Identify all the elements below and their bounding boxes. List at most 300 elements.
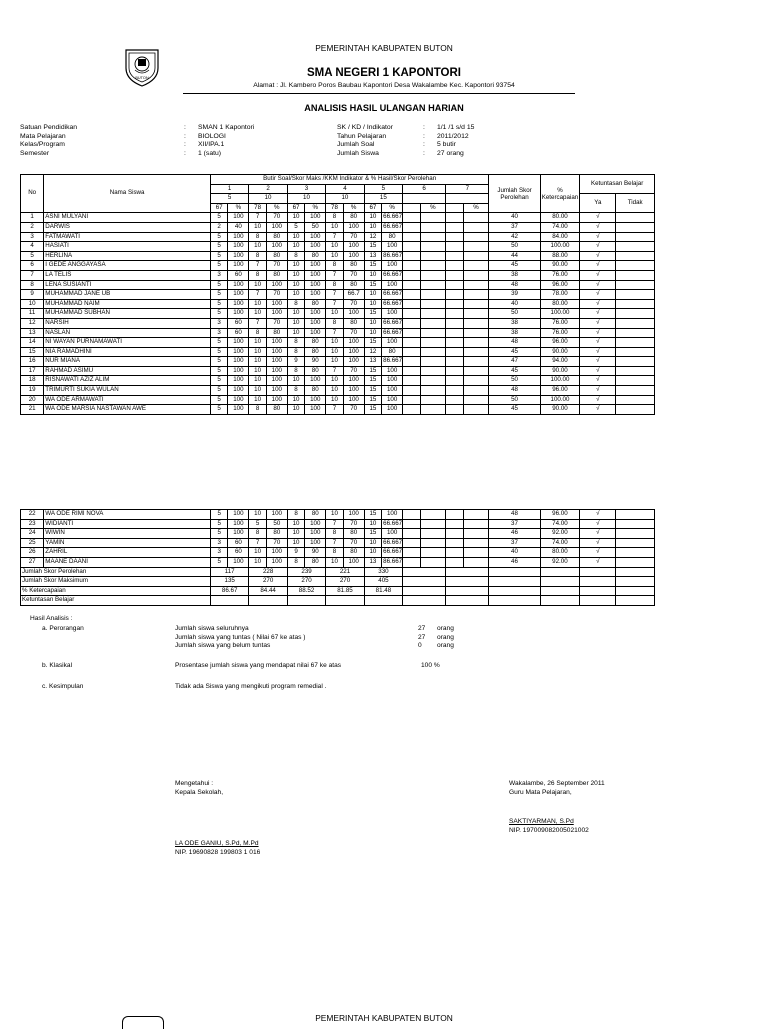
- cell-score: 100: [343, 242, 364, 252]
- item-kkm: [446, 203, 463, 213]
- cell-score: 15: [364, 366, 381, 376]
- cell-score: 80: [266, 251, 287, 261]
- cell-score: 10: [287, 280, 304, 290]
- cell-tidak: [616, 347, 655, 357]
- cell-score: 8: [249, 232, 266, 242]
- cell-score: 5: [210, 519, 227, 529]
- cell-empty: [420, 347, 446, 357]
- cell-score: 7: [249, 538, 266, 548]
- cell-score: 80: [305, 338, 326, 348]
- cell-score: 100: [266, 347, 287, 357]
- item-number: 7: [446, 184, 489, 194]
- cell-score: 66.667: [382, 519, 403, 529]
- cell-score: 66.667: [382, 548, 403, 558]
- cell-score: 100: [305, 529, 326, 539]
- cell-empty: [463, 366, 489, 376]
- cell-ketercapaian: 100.00: [540, 242, 580, 252]
- cell-no: 21: [21, 405, 44, 415]
- info-row: [337, 150, 474, 159]
- cell-no: 24: [21, 529, 44, 539]
- cell-score: 10: [326, 386, 343, 396]
- analysis-a-number: 27: [418, 625, 426, 632]
- cell-score: 7: [326, 405, 343, 415]
- item-kkm: 67: [210, 203, 227, 213]
- cell-empty: [463, 357, 489, 367]
- cell-score: 8: [326, 261, 343, 271]
- cell-jumlah: 48: [489, 386, 540, 396]
- cell-empty: [420, 338, 446, 348]
- cell-name: WIWIN: [44, 529, 211, 539]
- summary-value: 270: [249, 577, 287, 587]
- summary-value: 405: [364, 577, 402, 587]
- cell-score: 100: [228, 299, 249, 309]
- cell-empty: [446, 395, 463, 405]
- cell-jumlah: 48: [489, 338, 540, 348]
- cell-score: 86.667: [382, 251, 403, 261]
- cell-jumlah: 48: [489, 510, 540, 520]
- cell-score: 15: [364, 242, 381, 252]
- cell-jumlah: 45: [489, 366, 540, 376]
- cell-empty: [403, 309, 420, 319]
- cell-empty: [580, 567, 616, 577]
- cell-score: 70: [343, 519, 364, 529]
- cell-score: 10: [249, 299, 266, 309]
- cell-empty: [420, 328, 446, 338]
- cell-empty: [403, 405, 420, 415]
- cell-score: 100: [266, 280, 287, 290]
- cell-empty: [420, 386, 446, 396]
- info-value: SMAN 1 Kapontori: [198, 124, 255, 131]
- cell-empty: [403, 290, 420, 300]
- cell-score: 10: [249, 347, 266, 357]
- cell-score: 70: [266, 213, 287, 223]
- analysis-a-unit: orang: [437, 633, 454, 641]
- cell-score: 10: [249, 280, 266, 290]
- info-value: XII/IPA.1: [198, 141, 225, 149]
- cell-score: 10: [326, 251, 343, 261]
- cell-empty: [540, 577, 580, 587]
- cell-tidak: [616, 242, 655, 252]
- cell-empty: [420, 222, 446, 232]
- cell-no: 8: [21, 280, 44, 290]
- table-row: [21, 290, 655, 300]
- summary-value: [210, 596, 248, 606]
- cell-score: 8: [287, 347, 304, 357]
- cell-empty: [403, 386, 420, 396]
- cell-score: 10: [287, 213, 304, 223]
- cell-empty: [420, 280, 446, 290]
- cell-tidak: [616, 538, 655, 548]
- cell-score: 5: [210, 290, 227, 300]
- cell-ya-check: √: [580, 386, 616, 396]
- info-value: 1/1 /1 s/d 15: [437, 124, 475, 131]
- cell-score: 12: [364, 347, 381, 357]
- cell-score: 10: [364, 299, 381, 309]
- cell-ketercapaian: 100.00: [540, 309, 580, 319]
- cell-score: 50: [305, 222, 326, 232]
- cell-score: 10: [287, 318, 304, 328]
- cell-no: 27: [21, 557, 44, 567]
- cell-name: MAANE DAANI: [44, 557, 211, 567]
- cell-empty: [446, 280, 463, 290]
- cell-score: 10: [364, 519, 381, 529]
- cell-score: 80: [343, 318, 364, 328]
- cell-ya-check: √: [580, 548, 616, 558]
- summary-value: 81.85: [326, 586, 364, 596]
- cell-ya-check: √: [580, 290, 616, 300]
- cell-name: WA ODE MARSIA NASTAWAN AWE: [44, 405, 211, 415]
- info-row: [337, 141, 474, 150]
- school-address: Alamat : Jl. Kambero Poros Baubau Kapontori Desa Wakalambe Kec. Kapontori 93754: [253, 82, 515, 89]
- analysis-a-number: 0: [418, 642, 422, 649]
- cell-score: 80: [266, 328, 287, 338]
- cell-score: 9: [287, 548, 304, 558]
- cell-ketercapaian: 96.00: [540, 510, 580, 520]
- cell-empty: [403, 519, 420, 529]
- cell-score: 5: [249, 519, 266, 529]
- sign-left-line2: Kepala Sekolah,: [175, 789, 224, 796]
- cell-score: 5: [210, 232, 227, 242]
- cell-score: 100: [382, 376, 403, 386]
- cell-empty: [403, 270, 420, 280]
- cell-score: 7: [326, 290, 343, 300]
- analysis-c-label: c. Kesimpulan: [42, 683, 84, 690]
- cell-ya-check: √: [580, 510, 616, 520]
- cell-score: 15: [364, 261, 381, 271]
- cell-score: 100: [305, 280, 326, 290]
- cell-empty: [420, 251, 446, 261]
- analysis-b-value: 100 %: [421, 662, 440, 669]
- cell-empty: [540, 567, 580, 577]
- info-value: 27 orang: [437, 150, 464, 158]
- cell-score: 100: [305, 395, 326, 405]
- cell-empty: [463, 318, 489, 328]
- sign-right-line1: Wakalambe, 26 September 2011: [509, 780, 605, 787]
- analysis-table: [20, 174, 655, 415]
- cell-score: 10: [249, 386, 266, 396]
- cell-empty: [463, 242, 489, 252]
- summary-value: 270: [287, 577, 325, 587]
- cell-score: 90: [305, 548, 326, 558]
- analysis-a-line: Jumlah siswa seluruhnya: [175, 625, 249, 632]
- table-row: [21, 222, 655, 232]
- item-max-score: 10: [249, 194, 287, 204]
- cell-jumlah: 50: [489, 309, 540, 319]
- cell-score: 5: [210, 251, 227, 261]
- cell-ketercapaian: 100.00: [540, 376, 580, 386]
- cell-jumlah: 50: [489, 395, 540, 405]
- analysis-b-label: b. Klasikal: [42, 662, 73, 669]
- cell-empty: [403, 357, 420, 367]
- cell-ketercapaian: 96.00: [540, 386, 580, 396]
- cell-score: 8: [326, 318, 343, 328]
- cell-score: 100: [228, 357, 249, 367]
- cell-empty: [580, 577, 616, 587]
- cell-score: 5: [210, 557, 227, 567]
- summary-label: Jumlah Skor Maksimum: [21, 577, 211, 587]
- cell-score: 8: [326, 548, 343, 558]
- item-kkm: [403, 203, 420, 213]
- cell-empty: [463, 251, 489, 261]
- cell-score: 100: [228, 280, 249, 290]
- page-title: ANALISIS HASIL ULANGAN HARIAN: [304, 103, 464, 113]
- col-header-no: No: [21, 175, 44, 213]
- cell-score: 5: [210, 309, 227, 319]
- cell-no: 18: [21, 376, 44, 386]
- cell-empty: [616, 577, 655, 587]
- summary-row: [21, 567, 655, 577]
- sign-left-nip: NIP. 19690828 199803 1 016: [175, 849, 261, 856]
- cell-score: 80: [305, 347, 326, 357]
- cell-score: 8: [287, 557, 304, 567]
- cell-score: 7: [326, 299, 343, 309]
- cell-jumlah: 40: [489, 548, 540, 558]
- cell-score: 100: [382, 338, 403, 348]
- cell-ketercapaian: 76.00: [540, 270, 580, 280]
- cell-score: 100: [266, 357, 287, 367]
- cell-tidak: [616, 405, 655, 415]
- cell-empty: [420, 261, 446, 271]
- col-header-tidak: Tidak: [616, 194, 655, 213]
- cell-empty: [463, 538, 489, 548]
- cell-ketercapaian: 74.00: [540, 519, 580, 529]
- cell-no: 9: [21, 290, 44, 300]
- table-row: [21, 318, 655, 328]
- info-label: Tahun Pelajaran: [337, 132, 387, 140]
- cell-empty: [446, 529, 463, 539]
- cell-score: 70: [343, 538, 364, 548]
- cell-score: 10: [326, 242, 343, 252]
- cell-empty: [420, 290, 446, 300]
- cell-empty: [420, 309, 446, 319]
- summary-value: 221: [326, 567, 364, 577]
- cell-score: 70: [343, 328, 364, 338]
- cell-empty: [420, 299, 446, 309]
- cell-tidak: [616, 376, 655, 386]
- summary-value: 81.48: [364, 586, 402, 596]
- item-pct-header: %: [382, 203, 403, 213]
- cell-score: 10: [326, 395, 343, 405]
- cell-score: 8: [249, 251, 266, 261]
- analysis-a-unit: orang: [437, 642, 454, 649]
- cell-score: 5: [210, 405, 227, 415]
- cell-score: 100: [305, 318, 326, 328]
- item-pct-header: %: [228, 203, 249, 213]
- cell-score: 13: [364, 357, 381, 367]
- item-kkm: 67: [287, 203, 304, 213]
- item-number: 4: [326, 184, 364, 194]
- cell-name: LENA SUSIANTI: [44, 280, 211, 290]
- item-max-score: [403, 194, 446, 204]
- table-row: [21, 347, 655, 357]
- col-header-ketercapaian: % Ketercapaian: [540, 175, 580, 213]
- cell-score: 5: [210, 213, 227, 223]
- item-number: 3: [287, 184, 325, 194]
- cell-score: 13: [364, 557, 381, 567]
- info-colon: :: [423, 150, 425, 158]
- cell-tidak: [616, 299, 655, 309]
- summary-value: [446, 596, 489, 606]
- cell-score: 100: [228, 232, 249, 242]
- cell-empty: [403, 510, 420, 520]
- cell-score: 100: [305, 519, 326, 529]
- cell-empty: [446, 299, 463, 309]
- item-max-score: [446, 194, 489, 204]
- cell-no: 5: [21, 251, 44, 261]
- cell-score: 5: [210, 280, 227, 290]
- cell-score: 10: [249, 395, 266, 405]
- cell-empty: [616, 567, 655, 577]
- cell-empty: [463, 261, 489, 271]
- info-right: [337, 124, 474, 159]
- cell-jumlah: 44: [489, 251, 540, 261]
- cell-tidak: [616, 270, 655, 280]
- item-pct-header: %: [305, 203, 326, 213]
- cell-jumlah: 45: [489, 347, 540, 357]
- cell-ketercapaian: 100.00: [540, 395, 580, 405]
- cell-ketercapaian: 78.00: [540, 290, 580, 300]
- cell-score: 100: [228, 261, 249, 271]
- summary-value: 330: [364, 567, 402, 577]
- cell-score: 100: [228, 242, 249, 252]
- cell-score: 100: [343, 338, 364, 348]
- cell-tidak: [616, 290, 655, 300]
- cell-empty: [403, 538, 420, 548]
- cell-empty: [446, 376, 463, 386]
- cell-empty: [420, 538, 446, 548]
- item-number: 2: [249, 184, 287, 194]
- cell-no: 19: [21, 386, 44, 396]
- cell-score: 100: [343, 222, 364, 232]
- cell-empty: [463, 519, 489, 529]
- item-pct-header: %: [420, 203, 446, 213]
- cell-score: 8: [287, 338, 304, 348]
- summary-value: [287, 596, 325, 606]
- cell-name: ZAHRIL: [44, 548, 211, 558]
- cell-tidak: [616, 557, 655, 567]
- summary-value: [364, 596, 402, 606]
- table-row: [21, 519, 655, 529]
- cell-no: 6: [21, 261, 44, 271]
- cell-score: 8: [326, 280, 343, 290]
- cell-score: 5: [287, 222, 304, 232]
- cell-score: 5: [210, 395, 227, 405]
- cell-empty: [446, 510, 463, 520]
- cell-empty: [403, 213, 420, 223]
- cell-score: 100: [305, 270, 326, 280]
- cell-score: 10: [364, 328, 381, 338]
- cell-empty: [446, 251, 463, 261]
- cell-no: 22: [21, 510, 44, 520]
- logo-text: BUTON: [135, 76, 149, 80]
- cell-no: 17: [21, 366, 44, 376]
- item-number: 5: [364, 184, 402, 194]
- cell-empty: [463, 510, 489, 520]
- info-colon: :: [423, 132, 425, 140]
- cell-score: 80: [266, 270, 287, 280]
- sign-left-line1: Mengetahui :: [175, 780, 214, 787]
- cell-score: 10: [249, 357, 266, 367]
- cell-tidak: [616, 519, 655, 529]
- summary-value: 117: [210, 567, 248, 577]
- info-row: [337, 133, 474, 142]
- cell-score: 100: [343, 386, 364, 396]
- cell-score: 80: [382, 232, 403, 242]
- cell-ya-check: √: [580, 557, 616, 567]
- cell-empty: [446, 538, 463, 548]
- cell-score: 70: [343, 366, 364, 376]
- cell-score: 50: [266, 519, 287, 529]
- cell-ya-check: √: [580, 222, 616, 232]
- cell-score: 100: [382, 280, 403, 290]
- cell-empty: [446, 347, 463, 357]
- cell-ya-check: √: [580, 538, 616, 548]
- item-pct-header: %: [463, 203, 489, 213]
- item-kkm: 78: [326, 203, 343, 213]
- cell-score: 100: [266, 395, 287, 405]
- cell-no: 23: [21, 519, 44, 529]
- cell-empty: [403, 548, 420, 558]
- cell-tidak: [616, 510, 655, 520]
- cell-empty: [463, 270, 489, 280]
- cell-empty: [463, 557, 489, 567]
- cell-empty: [446, 309, 463, 319]
- analysis-a-label: a. Perorangan: [42, 625, 84, 632]
- info-label: Semester: [20, 150, 50, 158]
- cell-score: 70: [343, 299, 364, 309]
- cell-score: 70: [266, 261, 287, 271]
- cell-empty: [403, 366, 420, 376]
- cell-ketercapaian: 90.00: [540, 261, 580, 271]
- cell-score: 100: [305, 242, 326, 252]
- cell-ketercapaian: 80.00: [540, 213, 580, 223]
- cell-score: 10: [287, 261, 304, 271]
- info-label: SK / KD / Indikator: [337, 124, 393, 131]
- summary-value: [446, 567, 489, 577]
- cell-score: 10: [287, 376, 304, 386]
- gov-header: PEMERINTAH KABUPATEN BUTON: [315, 43, 453, 53]
- cell-score: 10: [287, 242, 304, 252]
- cell-score: 100: [343, 557, 364, 567]
- cell-score: 100: [266, 386, 287, 396]
- cell-score: 100: [382, 405, 403, 415]
- cell-empty: [540, 586, 580, 596]
- cell-empty: [446, 386, 463, 396]
- cell-score: 10: [326, 376, 343, 386]
- item-pct-header: %: [343, 203, 364, 213]
- info-label: Kelas/Program: [20, 141, 65, 149]
- cell-score: 80: [266, 405, 287, 415]
- cell-ya-check: √: [580, 376, 616, 386]
- cell-ya-check: √: [580, 270, 616, 280]
- cell-empty: [446, 405, 463, 415]
- table-row: [21, 261, 655, 271]
- cell-empty: [463, 338, 489, 348]
- cell-no: 13: [21, 328, 44, 338]
- summary-value: [249, 596, 287, 606]
- cell-score: 100: [266, 366, 287, 376]
- col-header-name: Nama Siswa: [44, 175, 211, 213]
- cell-jumlah: 45: [489, 405, 540, 415]
- cell-score: 80: [266, 529, 287, 539]
- cell-jumlah: 37: [489, 538, 540, 548]
- cell-score: 100: [305, 405, 326, 415]
- cell-score: 15: [364, 386, 381, 396]
- cell-empty: [616, 586, 655, 596]
- cell-score: 80: [343, 213, 364, 223]
- cell-score: 5: [210, 376, 227, 386]
- summary-value: 135: [210, 577, 248, 587]
